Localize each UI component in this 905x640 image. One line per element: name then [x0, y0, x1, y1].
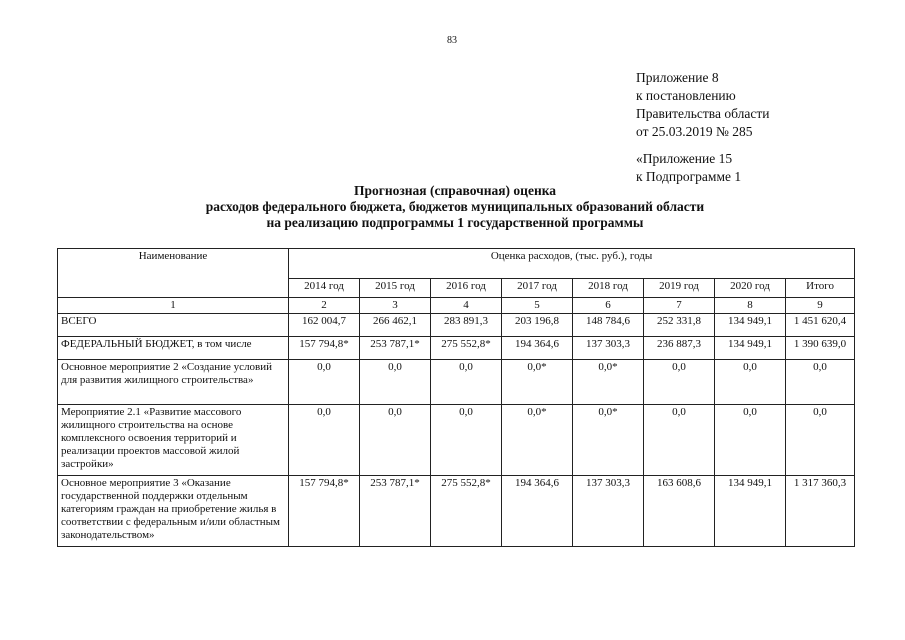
table-header-row — [58, 249, 855, 279]
row-value: 0,0 — [431, 405, 502, 476]
row-value: 0,0 — [360, 360, 431, 405]
row-value: 0,0* — [502, 360, 573, 405]
column-number: 3 — [360, 298, 431, 314]
column-number: 7 — [644, 298, 715, 314]
year-header: 2020 год — [715, 279, 786, 298]
row-value: 266 462,1 — [360, 314, 431, 337]
row-value: 0,0 — [715, 360, 786, 405]
row-value: 253 787,1* — [360, 476, 431, 547]
row-name: Мероприятие 2.1 «Развитие массового жилищного строительства на основе комплексного освоения территорий и реализации проектов массовой жилой застройки» — [58, 405, 289, 476]
appendix-block — [636, 69, 769, 141]
table-row — [58, 337, 855, 360]
title-line: Прогнозная (справочная) оценка — [353, 183, 557, 198]
year-header: 2014 год — [289, 279, 360, 298]
row-value: 157 794,8* — [289, 476, 360, 547]
year-header: 2019 год — [644, 279, 715, 298]
table-row — [58, 314, 855, 337]
row-value: 0,0 — [289, 360, 360, 405]
appendix-subprogram-block — [636, 150, 741, 186]
page-number: 83 — [447, 35, 457, 46]
row-value: 0,0 — [289, 405, 360, 476]
appendix-line: Приложение 8 — [636, 70, 719, 85]
row-value: 0,0 — [786, 360, 855, 405]
row-value: 252 331,8 — [644, 314, 715, 337]
row-value: 0,0* — [502, 405, 573, 476]
row-value: 0,0 — [360, 405, 431, 476]
document-title — [150, 183, 760, 231]
row-value: 0,0 — [431, 360, 502, 405]
row-value: 0,0 — [786, 405, 855, 476]
row-value: 0,0* — [573, 360, 644, 405]
row-value: 236 887,3 — [644, 337, 715, 360]
row-value: 163 608,6 — [644, 476, 715, 547]
row-name: ВСЕГО — [58, 314, 289, 337]
name-column-header: Наименование — [58, 249, 289, 298]
appendix-line: от 25.03.2019 № 285 — [636, 124, 753, 139]
row-value: 0,0 — [715, 405, 786, 476]
row-value: 0,0 — [644, 360, 715, 405]
row-value: 162 004,7 — [289, 314, 360, 337]
row-name: Основное мероприятие 2 «Создание условий для развития жилищного строительства» — [58, 360, 289, 405]
column-number: 2 — [289, 298, 360, 314]
table-row — [58, 360, 855, 405]
column-number: 4 — [431, 298, 502, 314]
row-value: 157 794,8* — [289, 337, 360, 360]
row-value: 253 787,1* — [360, 337, 431, 360]
row-name: ФЕДЕРАЛЬНЫЙ БЮДЖЕТ, в том числе — [58, 337, 289, 360]
title-line: на реализацию подпрограммы 1 государственной программы — [266, 215, 644, 230]
budget-table — [57, 248, 855, 547]
column-number: 1 — [58, 298, 289, 314]
year-header: 2018 год — [573, 279, 644, 298]
year-header: 2017 год — [502, 279, 573, 298]
appendix-line: к постановлению — [636, 88, 736, 103]
row-value: 194 364,6 — [502, 337, 573, 360]
row-value: 134 949,1 — [715, 476, 786, 547]
column-number-row — [58, 298, 855, 314]
column-number: 5 — [502, 298, 573, 314]
column-number: 9 — [786, 298, 855, 314]
total-header: Итого — [786, 279, 855, 298]
year-header: 2016 год — [431, 279, 502, 298]
row-value: 275 552,8* — [431, 337, 502, 360]
row-value: 194 364,6 — [502, 476, 573, 547]
row-value: 0,0* — [573, 405, 644, 476]
table-row — [58, 405, 855, 476]
title-line: расходов федерального бюджета, бюджетов муниципальных образований области — [205, 199, 705, 214]
row-value: 1 451 620,4 — [786, 314, 855, 337]
row-value: 203 196,8 — [502, 314, 573, 337]
row-value: 1 390 639,0 — [786, 337, 855, 360]
row-name: Основное мероприятие 3 «Оказание государственной поддержки отдельным категориям граждан на приобретение жилья в соответствии с федеральным и/или областным законодательством» — [58, 476, 289, 547]
row-value: 134 949,1 — [715, 314, 786, 337]
row-value: 1 317 360,3 — [786, 476, 855, 547]
expense-group-header: Оценка расходов, (тыс. руб.), годы — [289, 249, 855, 279]
column-number: 6 — [573, 298, 644, 314]
appendix-line: Правительства области — [636, 106, 770, 121]
appendix-line: «Приложение 15 — [636, 151, 733, 166]
row-value: 134 949,1 — [715, 337, 786, 360]
row-value: 137 303,3 — [573, 337, 644, 360]
table-row — [58, 476, 855, 547]
row-value: 137 303,3 — [573, 476, 644, 547]
column-number: 8 — [715, 298, 786, 314]
row-value: 275 552,8* — [431, 476, 502, 547]
row-value: 148 784,6 — [573, 314, 644, 337]
appendix-line: к Подпрограмме 1 — [636, 169, 742, 184]
row-value: 0,0 — [644, 405, 715, 476]
row-value: 283 891,3 — [431, 314, 502, 337]
year-header: 2015 год — [360, 279, 431, 298]
